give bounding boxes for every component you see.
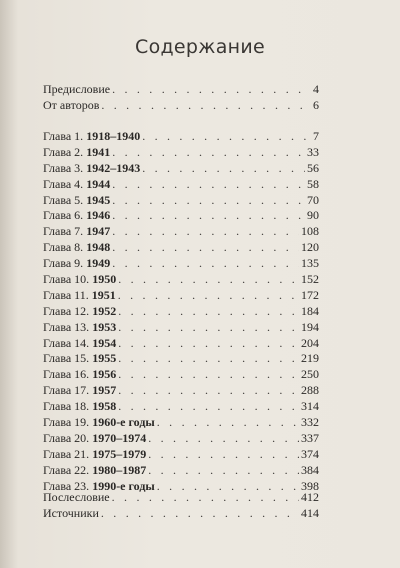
- toc-chapter-entry: [43, 351, 319, 367]
- toc-entry-label: Глава 6. 1946: [43, 208, 111, 223]
- toc-entry-years: 1944: [86, 176, 111, 191]
- toc-page-number: 33: [307, 144, 319, 159]
- toc-chapter-entry: [43, 463, 319, 479]
- toc-entry-label: Глава 22. 1980–1987: [43, 462, 147, 477]
- toc-entry-label: Глава 17. 1957: [43, 383, 117, 398]
- toc-entry-years: 1941: [86, 144, 111, 159]
- toc-chapter-entry: [43, 399, 319, 415]
- toc-page-number: 314: [301, 399, 319, 414]
- toc-entry: [43, 506, 319, 522]
- toc-page-number: 250: [301, 367, 319, 382]
- toc-page-number: 135: [301, 256, 319, 271]
- toc-entry-label: Глава 18. 1958: [43, 399, 117, 414]
- dot-leader: [148, 463, 299, 479]
- dot-leader: [112, 145, 305, 161]
- toc-entry-years: 1945: [86, 192, 111, 207]
- toc-entry-years: 1958: [92, 399, 117, 414]
- toc-entry-years: 1980–1987: [92, 462, 147, 477]
- toc-entry-years: 1970–1974: [92, 430, 147, 445]
- toc-entry-label: Глава 21. 1975–1979: [43, 446, 147, 461]
- toc-page-number: 288: [301, 383, 319, 398]
- dot-leader: [112, 193, 305, 209]
- toc-entry-years: 1950: [92, 272, 117, 287]
- toc-chapters: [43, 129, 319, 494]
- toc-page-number: 398: [301, 478, 319, 493]
- toc-page-number: 412: [301, 490, 319, 504]
- dot-leader: [118, 336, 299, 352]
- toc-entry-label: Глава 4. 1944: [43, 176, 111, 191]
- dot-leader: [148, 431, 299, 447]
- toc-page-number: 219: [301, 351, 319, 366]
- toc-entry-label: Глава 9. 1949: [43, 256, 111, 271]
- toc-entry-years: 1952: [92, 303, 117, 318]
- toc-entry-label: Глава 7. 1947: [43, 224, 111, 239]
- toc-entry-label: Глава 16. 1956: [43, 367, 117, 382]
- dot-leader: [118, 383, 299, 399]
- toc-page-number: 194: [301, 319, 319, 334]
- toc-page-number: 374: [301, 446, 319, 461]
- toc-entry-label: Источники: [43, 505, 99, 520]
- dot-leader: [112, 177, 305, 193]
- toc-entry-label: Глава 8. 1948: [43, 240, 111, 255]
- toc-chapter-entry: [43, 304, 319, 320]
- toc-page-number: 384: [301, 462, 319, 477]
- dot-leader: [112, 82, 311, 98]
- dot-leader: [118, 320, 299, 336]
- toc-chapter-entry: [43, 256, 319, 272]
- toc-entry-years: 1948: [86, 240, 111, 255]
- toc-page-number: 337: [301, 430, 319, 445]
- toc-page-number: 184: [301, 303, 319, 318]
- toc-chapter-entry: [43, 129, 319, 145]
- toc-entry-label: От авторов: [43, 97, 100, 112]
- toc-entry-years: 1960-е годы: [92, 415, 155, 430]
- toc-entry-label: Глава 11. 1951: [43, 287, 116, 302]
- toc-chapter-entry: [43, 240, 319, 256]
- dot-leader: [148, 447, 299, 463]
- dot-leader: [101, 506, 299, 522]
- toc-chapter-entry: [43, 415, 319, 431]
- toc-entry-years: 1949: [86, 256, 111, 271]
- toc-entry-label: Послесловие: [43, 490, 110, 504]
- toc-entry-label: Глава 5. 1945: [43, 192, 111, 207]
- toc-chapter-entry: [43, 161, 319, 177]
- toc-entry-label: Глава 20. 1970–1974: [43, 430, 147, 445]
- toc-entry-years: 1946: [86, 208, 111, 223]
- toc-chapter-entry: [43, 320, 319, 336]
- dot-leader: [142, 129, 311, 145]
- dot-leader: [112, 224, 299, 240]
- dot-leader: [112, 240, 299, 256]
- toc-page-number: 332: [301, 415, 319, 430]
- dot-leader: [101, 98, 311, 114]
- toc-entry-years: 1975–1979: [92, 446, 147, 461]
- toc-page-number: 58: [307, 176, 319, 191]
- toc-page-number: 90: [307, 208, 319, 223]
- toc-entry-years: 1942–1943: [86, 160, 141, 175]
- dot-leader: [118, 351, 299, 367]
- toc-chapter-entry: [43, 177, 319, 193]
- toc-entry-label: Глава 15. 1955: [43, 351, 117, 366]
- dot-leader: [112, 490, 299, 506]
- dot-leader: [118, 304, 299, 320]
- toc-page-number: 56: [307, 160, 319, 175]
- toc-page-number: 108: [301, 224, 319, 239]
- toc-page-number: 204: [301, 335, 319, 350]
- toc-entry: [43, 490, 319, 506]
- toc-entry-years: 1918–1940: [86, 129, 141, 143]
- toc-chapter-entry: [43, 145, 319, 161]
- toc-chapter-entry: [43, 224, 319, 240]
- toc-entry: [43, 98, 319, 114]
- toc-entry-years: 1947: [86, 224, 111, 239]
- dot-leader: [112, 208, 305, 224]
- toc-entry-years: 1951: [91, 287, 116, 302]
- page-title: Содержание: [135, 36, 265, 58]
- toc-chapter-entry: [43, 447, 319, 463]
- toc-chapter-entry: [43, 272, 319, 288]
- toc-chapter-entry: [43, 383, 319, 399]
- toc-entry-years: 1953: [92, 319, 117, 334]
- dot-leader: [118, 367, 299, 383]
- toc-entry-label: Глава 3. 1942–1943: [43, 160, 141, 175]
- toc-entry-years: 1957: [92, 383, 117, 398]
- toc-back-matter: [43, 490, 319, 522]
- toc-entry-years: 1955: [92, 351, 117, 366]
- toc-chapter-entry: [43, 431, 319, 447]
- toc-entry-label: Глава 10. 1950: [43, 272, 117, 287]
- toc-page-number: 120: [301, 240, 319, 255]
- dot-leader: [118, 272, 299, 288]
- toc-entry-label: Глава 13. 1953: [43, 319, 117, 334]
- toc-entry-label: Глава 23. 1990-е годы: [43, 478, 155, 493]
- toc-entry-years: 1954: [92, 335, 117, 350]
- toc-page-number: 172: [301, 287, 319, 302]
- toc-page-number: 7: [313, 129, 319, 143]
- dot-leader: [142, 161, 305, 177]
- toc-page-number: 414: [301, 505, 319, 520]
- toc-entry-label: Глава 19. 1960-е годы: [43, 415, 155, 430]
- toc-entry: [43, 82, 319, 98]
- toc-entry-label: Предисловие: [43, 82, 111, 96]
- dot-leader: [157, 415, 299, 431]
- toc-page-number: 70: [307, 192, 319, 207]
- toc-chapter-entry: [43, 336, 319, 352]
- toc-chapter-entry: [43, 208, 319, 224]
- toc-entry-years: 1956: [92, 367, 117, 382]
- toc-chapter-entry: [43, 367, 319, 383]
- dot-leader: [118, 399, 299, 415]
- toc-chapter-entry: [43, 288, 319, 304]
- toc-page-number: 152: [301, 272, 319, 287]
- toc-page-number: 4: [313, 82, 319, 96]
- toc-entry-years: 1990-е годы: [92, 478, 155, 493]
- dot-leader: [112, 256, 299, 272]
- toc-front-matter: [43, 82, 319, 114]
- page-gutter-shadow: [0, 0, 18, 568]
- toc-page-number: 6: [313, 97, 319, 112]
- dot-leader: [118, 288, 299, 304]
- toc-entry-label: Глава 14. 1954: [43, 335, 117, 350]
- toc-chapter-entry: [43, 193, 319, 209]
- toc-entry-label: Глава 1. 1918–1940: [43, 129, 141, 143]
- toc-entry-label: Глава 2. 1941: [43, 144, 111, 159]
- toc-entry-label: Глава 12. 1952: [43, 303, 117, 318]
